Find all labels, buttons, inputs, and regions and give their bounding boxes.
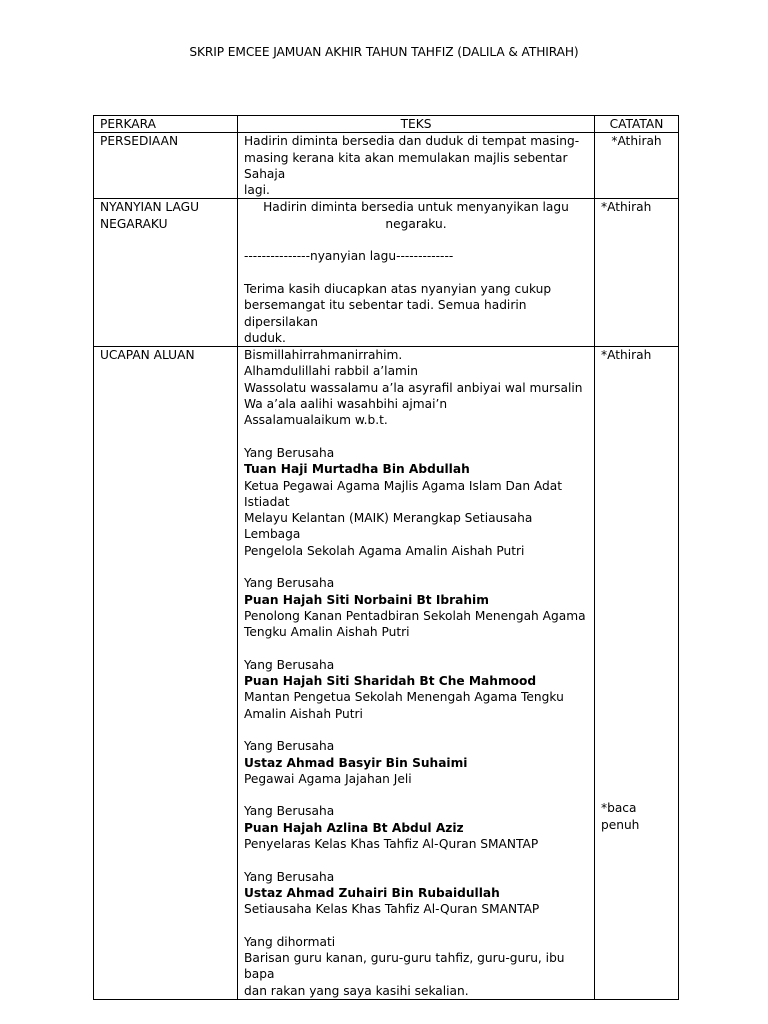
intro-line: Yang Berusaha (244, 445, 335, 460)
guest-desc: Pegawai Agama Jajahan Jeli (244, 771, 412, 786)
script-table (93, 115, 679, 1000)
catatan-note-line: *baca (601, 801, 637, 816)
spacer (244, 722, 588, 738)
teks-line: ---------------nyanyian lagu------------- (244, 249, 454, 264)
perkara-cell (94, 347, 238, 1000)
spacer (244, 265, 588, 281)
teks-line: lagi. (244, 183, 270, 198)
guest-desc: Tengku Amalin Aishah Putri (244, 625, 410, 640)
intro-line: Yang Berusaha (244, 576, 335, 591)
header-perkara: PERKARA (94, 116, 238, 133)
perkara-text: PERSEDIAAN (100, 134, 179, 149)
spacer (244, 232, 588, 248)
table-row (94, 199, 679, 347)
guest-desc: Ketua Pegawai Agama Majlis Agama Islam Dan Adat Istiadat (244, 478, 563, 509)
header-catatan: CATATAN (595, 116, 679, 133)
opening-line: Alhamdulillahi rabbil a’lamin (244, 364, 419, 379)
table-header-row (94, 116, 679, 133)
catatan-note (601, 800, 672, 833)
guest-desc: Pengelola Sekolah Agama Amalin Aishah Putri (244, 543, 525, 558)
teks-line: Hadirin diminta bersedia dan duduk di tempat masing- (244, 134, 580, 149)
closing-desc: dan rakan yang saya kasihi sekalian. (244, 983, 469, 998)
guest-name: Ustaz Ahmad Zuhairi Bin Rubaidullah (244, 885, 500, 900)
teks-line: negaraku. (385, 216, 447, 231)
catatan-cell (595, 199, 679, 347)
spacer (244, 641, 588, 657)
opening-line: Wassolatu wassalamu a’la asyrafil anbiyai wal mursalin (244, 380, 583, 395)
spacer (244, 918, 588, 934)
catatan-text: *Athirah (601, 348, 652, 363)
teks-cell (238, 133, 595, 199)
guest-desc: Amalin Aishah Putri (244, 706, 363, 721)
teks-cell (238, 199, 595, 347)
spacer (244, 429, 588, 445)
opening-line: Bismillahirrahmanirrahim. (244, 348, 403, 363)
document-title: SKRIP EMCEE JAMUAN AKHIR TAHUN TAHFIZ (DALILA & ATHIRAH) (189, 45, 579, 59)
guest-desc: Penyelaras Kelas Khas Tahfiz Al-Quran SMANTAP (244, 837, 539, 852)
intro-line: Yang Berusaha (244, 804, 335, 819)
perkara-text: NEGARAKU (100, 216, 168, 231)
guest-desc: Penolong Kanan Pentadbiran Sekolah Menengah Agama (244, 608, 586, 623)
intro-line: Yang dihormati (244, 934, 336, 949)
intro-line: Yang Berusaha (244, 739, 335, 754)
teks-line: Hadirin diminta bersedia untuk menyanyikan lagu (263, 200, 569, 215)
table-row (94, 347, 679, 1000)
guest-desc: Melayu Kelantan (MAIK) Merangkap Setiausaha Lembaga (244, 511, 533, 542)
spacer (244, 787, 588, 803)
guest-name: Puan Hajah Azlina Bt Abdul Aziz (244, 820, 464, 835)
guest-desc: Setiausaha Kelas Khas Tahfiz Al-Quran SMANTAP (244, 902, 540, 917)
guest-desc: Mantan Pengetua Sekolah Menengah Agama Tengku (244, 690, 564, 705)
perkara-cell (94, 199, 238, 347)
teks-line: duduk. (244, 330, 286, 345)
guest-name: Ustaz Ahmad Basyir Bin Suhaimi (244, 755, 468, 770)
teks-line: bersemangat itu sebentar tadi. Semua hadirin dipersilakan (244, 298, 527, 329)
perkara-text: NYANYIAN LAGU (100, 200, 199, 215)
closing-desc: Barisan guru kanan, guru-guru tahfiz, guru-guru, ibu bapa (244, 951, 565, 982)
opening-line: Assalamualaikum w.b.t. (244, 413, 388, 428)
spacer (244, 559, 588, 575)
intro-line: Yang Berusaha (244, 869, 335, 884)
teks-line: Terima kasih diucapkan atas nyanyian yang cukup (244, 281, 552, 296)
catatan-text: *Athirah (611, 134, 662, 149)
catatan-text: *Athirah (601, 200, 652, 215)
catatan-cell (595, 133, 679, 199)
opening-line: Wa a’ala aalihi wasahbihi ajmai’n (244, 397, 448, 412)
teks-line: masing kerana kita akan memulakan majlis sebentar Sahaja (244, 150, 568, 181)
guest-name: Puan Hajah Siti Norbaini Bt Ibrahim (244, 592, 489, 607)
header-teks: TEKS (238, 116, 595, 133)
table-row (94, 133, 679, 199)
catatan-cell (595, 347, 679, 1000)
intro-line: Yang Berusaha (244, 657, 335, 672)
guest-name: Tuan Haji Murtadha Bin Abdullah (244, 462, 470, 477)
perkara-text: UCAPAN ALUAN (100, 348, 195, 363)
perkara-cell (94, 133, 238, 199)
guest-name: Puan Hajah Siti Sharidah Bt Che Mahmood (244, 674, 537, 689)
teks-cell (238, 347, 595, 1000)
spacer (244, 852, 588, 868)
catatan-note-line: penuh (601, 817, 640, 832)
